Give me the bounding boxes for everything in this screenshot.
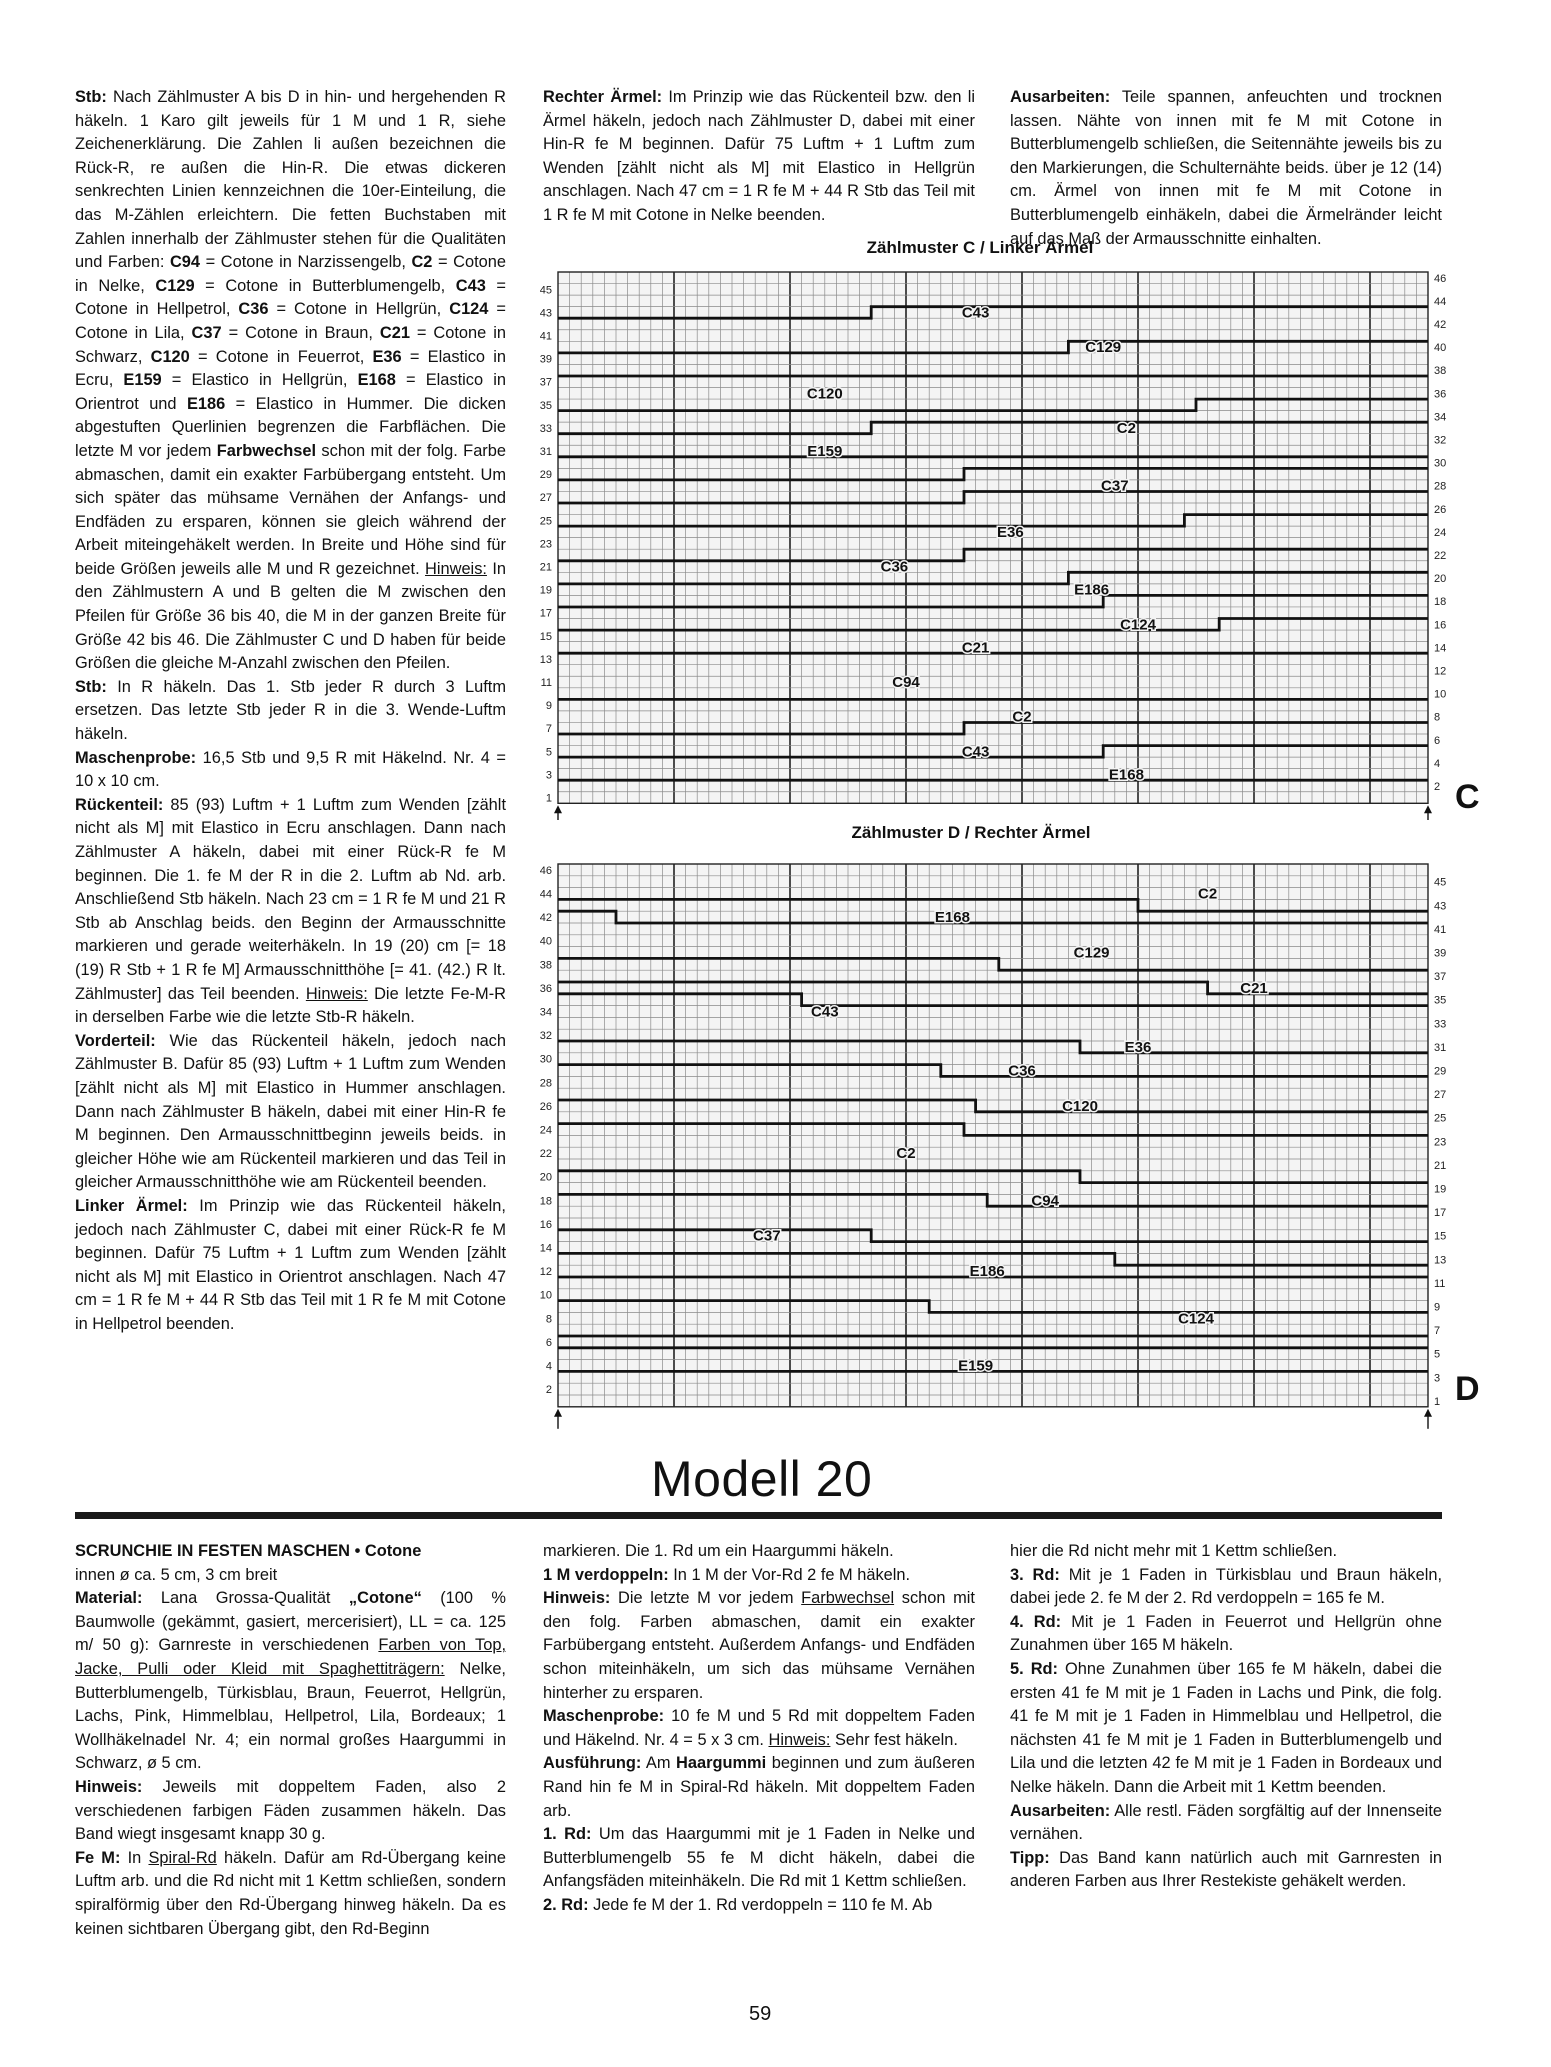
row-number-left: 1	[545, 792, 552, 805]
modell-title: Modell 20	[651, 1451, 873, 1507]
row-number-left: 28	[539, 1077, 552, 1090]
color-code-label: C36	[880, 558, 909, 576]
row-number-right: 27	[1434, 1089, 1447, 1102]
color-code-label: E159	[958, 1357, 994, 1375]
instructions-column-middle	[543, 86, 975, 228]
color-code-label: C94	[1031, 1192, 1059, 1210]
row-number-right: 35	[1434, 994, 1447, 1007]
row-number-right: 20	[1434, 573, 1447, 586]
row-number-right: 17	[1434, 1207, 1447, 1220]
row-number-right: 23	[1434, 1136, 1447, 1149]
row-number-right: 28	[1434, 480, 1447, 493]
color-code-label: C21	[1240, 979, 1268, 997]
paragraph: Rechter Ärmel: Im Prinzip wie das Rückenteil bzw. den li Ärmel häkeln, jedoch nach Zählmuster D, dabei mit einer Hin-R fe M beginnen. Dafür 75 Luftm + 1 Luftm zum Wenden [zählt nicht als M] mit Elastico in Hellgrün anschlagen. Nach 47 cm = 1 R fe M + 44 R Stb das Teil mit 1 R fe M mit Cotone in Nelke beenden.	[543, 88, 975, 224]
paragraph: Stb: In R häkeln. Das 1. Stb jeder R durch 3 Luftm ersetzen. Das letzte Stb jeder R in die 3. Wende-Luftm häkeln.	[75, 677, 506, 744]
color-code-label: C2	[896, 1145, 916, 1163]
paragraph: Material: Lana Grossa-Qualität „Cotone“ (100 % Baumwolle (gekämmt, gasiert, mercerisiert), LL = ca. 125 m/ 50 g): Garnreste in verschiedenen Farben von Top, Jacke, Pulli oder Kleid mit Spaghettiträgern: Nelke, Butterblumengelb, Türkisblau, Braun, Feuerrot, Hellgrün, Lachs, Pink, Himmelblau, Hellpetrol, Lila, Bordeaux; 1 Wollhäkelnadel Nr. 4; ein normal großes Haargummi in Schwarz, ø 5 cm.	[75, 1589, 506, 1773]
color-code-label: E186	[1074, 581, 1110, 599]
row-number-left: 6	[545, 1336, 552, 1349]
color-code-label: C2	[1198, 885, 1218, 903]
chart-c-letter: C	[1455, 778, 1480, 816]
row-number-left: 14	[539, 1242, 552, 1255]
row-number-left: 12	[539, 1266, 552, 1279]
row-number-right: 45	[1434, 876, 1447, 889]
row-number-right: 11	[1434, 1277, 1446, 1290]
row-number-left: 45	[539, 284, 552, 297]
row-number-left: 37	[539, 376, 552, 389]
row-number-left: 13	[539, 653, 552, 666]
row-number-right: 13	[1434, 1254, 1447, 1267]
paragraph: Linker Ärmel: Im Prinzip wie das Rückenteil häkeln, jedoch nach Zählmuster C, dabei mit einer Rück-R fe M beginnen. Dafür 75 Luftm + 1 Luftm zum Wenden [zählt nicht als M] mit Elastico in Orientrot anschlagen. Nach 47 cm = 1 R fe M + 44 R Stb das Teil mit 1 R fe M mit Cotone in Hellpetrol beenden.	[75, 1196, 506, 1333]
paragraph: markieren. Die 1. Rd um ein Haargummi häkeln.	[543, 1542, 894, 1560]
row-number-left: 38	[539, 959, 552, 972]
row-number-right: 44	[1434, 295, 1447, 308]
row-number-right: 40	[1434, 342, 1447, 355]
paragraph: Hinweis: Die letzte M vor jedem Farbwechsel schon mit den folg. Farben abmaschen, damit ein exakter Farbübergang entsteht. Außerdem Anfangs- und Endfäden schon miteinhäkeln, um sich das mühsame Vernähen hinterher zu ersparen.	[543, 1589, 975, 1702]
paragraph: Maschenprobe: 16,5 Stb und 9,5 R mit Häkelnd. Nr. 4 = 10 x 10 cm.	[75, 748, 506, 791]
row-number-right: 3	[1434, 1372, 1441, 1385]
color-code-label: C2	[1012, 708, 1032, 726]
scrunchie-column-right	[1010, 1540, 1442, 1894]
paragraph: Ausarbeiten: Teile spannen, anfeuchten und trocknen lassen. Nähte von innen mit fe M mit Cotone in Butterblumengelb schließen, die Seitennähte jeweils bis zu den Markierungen, die Schulternähte beids. über je 12 (14) cm. Ärmel von innen mit fe M mit Cotone in Butterblumengelb einhäkeln, dabei die Ärmelränder leicht auf das Maß der Armausschnitte einhalten.	[1010, 88, 1442, 248]
row-number-right: 30	[1434, 457, 1447, 470]
size-marker-arrowhead	[554, 1409, 562, 1417]
row-number-left: 16	[539, 1218, 552, 1231]
paragraph: 1. Rd: Um das Haargummi mit je 1 Faden in Nelke und Butterblumengelb 55 fe M dicht häkeln, dabei die Anfangsfäden miteinhäkeln. Die Rd mit 1 Kettm schließen.	[543, 1825, 975, 1891]
color-code-label: E159	[807, 443, 843, 461]
row-number-right: 14	[1434, 642, 1447, 655]
row-number-left: 39	[539, 353, 552, 366]
row-number-right: 25	[1434, 1112, 1447, 1125]
color-code-label: C124	[1120, 616, 1156, 634]
row-number-left: 18	[539, 1195, 552, 1208]
row-number-right: 43	[1434, 900, 1447, 913]
chart-d-letter: D	[1455, 1370, 1480, 1408]
row-number-left: 2	[545, 1384, 552, 1397]
row-number-left: 24	[539, 1124, 552, 1137]
size-marker-arrowhead	[554, 805, 562, 813]
size-marker-arrowhead	[1424, 805, 1432, 813]
row-number-right: 46	[1434, 272, 1447, 285]
paragraph: innen ø ca. 5 cm, 3 cm breit	[75, 1565, 278, 1584]
color-code-label: C124	[1178, 1310, 1214, 1328]
paragraph: Maschenprobe: 10 fe M und 5 Rd mit doppeltem Faden und Häkelnd. Nr. 4 = 5 x 3 cm. Hinweis: Sehr fest häkeln.	[543, 1707, 975, 1749]
scrunchie-column-left	[75, 1540, 506, 1941]
row-number-right: 34	[1434, 411, 1447, 424]
row-number-left: 44	[539, 888, 552, 901]
color-code-label: C37	[753, 1227, 781, 1245]
row-number-right: 22	[1434, 549, 1447, 562]
section-divider	[75, 1512, 1442, 1519]
row-number-left: 20	[539, 1171, 552, 1184]
page-number: 59	[749, 2003, 772, 2025]
row-number-left: 36	[539, 982, 552, 995]
color-code-label: C120	[1062, 1097, 1098, 1115]
row-number-right: 16	[1434, 619, 1447, 632]
row-number-right: 37	[1434, 971, 1447, 984]
row-number-left: 33	[539, 422, 552, 435]
instructions-column-right	[1010, 86, 1442, 251]
chart-c-title: Zählmuster C / Linker Ärmel	[866, 238, 1094, 257]
row-number-right: 19	[1434, 1183, 1447, 1196]
row-number-right: 10	[1434, 688, 1447, 701]
row-number-right: 1	[1434, 1395, 1441, 1408]
row-number-left: 22	[539, 1148, 552, 1161]
row-number-left: 32	[539, 1030, 552, 1043]
row-number-left: 42	[539, 912, 552, 925]
row-number-right: 42	[1434, 318, 1447, 331]
row-number-right: 12	[1434, 665, 1447, 678]
row-number-left: 31	[539, 446, 552, 459]
paragraph: Tipp: Das Band kann natürlich auch mit Garnresten in anderen Farben aus Ihrer Restekiste gehäkelt werden.	[1010, 1848, 1442, 1891]
color-code-label: C94	[892, 674, 920, 692]
row-number-left: 23	[539, 538, 552, 551]
color-code-label: C36	[1008, 1062, 1036, 1080]
row-number-left: 34	[539, 1006, 552, 1019]
paragraph: Stb: Nach Zählmuster A bis D in hin- und hergehenden R häkeln. 1 Karo gilt jeweils für 1 M und 1 R, siehe Zeichenerklärung. Die Zahlen li außen bezeichnen die Rück-R, re außen die Hin-R. Die etwas dickeren senkrechten Linien kennzeichnen die 10er-Einteilung, die das M-Zählen erleichtern. Die fetten Buchstaben mit Zahlen innerhalb der Zählmuster stehen für die Qualitäten und Farben: C94 = Cotone in Narzissengelb, C2 = Cotone in Nelke, C129 = Cotone in Butterblumengelb, C43 = Cotone in Hellpetrol, C36 = Cotone in Hellgrün, C124 = Cotone in Lila, C37 = Cotone in Braun, C21 = Cotone in Schwarz, C120 = Cotone in Feuerrot, E36 = Elastico in Ecru, E159 = Elastico in Hellgrün, E168 = Elastico in Orientrot und E186 = Elastico in Hummer. Die dicken abgestuften Querlinien begrenzen die Farbflächen. Die letzte M vor jedem Farbwechsel schon mit der folg. Farbe abmaschen, damit ein exakter Farbübergang entsteht. Um sich später das mühsame Vernähen der Anfangs- und Endfäden zu ersparen, können sie gleich während der Arbeit miteingehäkelt werden. In Breite und Höhe sind für beide Größen jeweils alle M und R gezeichnet. Hinweis: In den Zählmustern A und B gelten die M zwischen den Pfeilen für Größe 36 bis 40, die M in der ganzen Breite für Größe 42 bis 46. Die Zählmuster C und D haben für beide Größen die gleiche M-Anzahl zwischen den Pfeilen.	[75, 88, 507, 673]
row-number-right: 31	[1434, 1041, 1447, 1054]
paragraph: Ausführung: Am Haargummi beginnen und zum äußeren Rand hin fe M in Spiral-Rd häkeln. Mit doppeltem Faden arb.	[543, 1754, 976, 1820]
paragraph: 3. Rd: Mit je 1 Faden in Türkisblau und Braun häkeln, dabei jede 2. fe M der 2. Rd verdoppeln = 165 fe M.	[1010, 1565, 1442, 1608]
row-number-left: 35	[539, 399, 552, 412]
color-code-label: C37	[1101, 477, 1129, 495]
row-number-right: 15	[1434, 1230, 1447, 1243]
row-number-right: 38	[1434, 365, 1447, 378]
row-number-left: 7	[545, 723, 552, 736]
color-code-label: C43	[961, 304, 990, 322]
row-number-left: 27	[539, 492, 552, 505]
size-marker-arrowhead	[1424, 1409, 1432, 1417]
row-number-left: 9	[545, 700, 552, 713]
row-number-left: 40	[539, 935, 552, 948]
row-number-right: 4	[1434, 757, 1441, 770]
row-number-left: 8	[545, 1313, 552, 1326]
row-number-right: 18	[1434, 596, 1447, 609]
chart-d-title: Zählmuster D / Rechter Ärmel	[851, 823, 1091, 842]
row-number-right: 21	[1434, 1159, 1447, 1172]
chart-d-grid	[530, 858, 1460, 1441]
color-code-label: C129	[1085, 339, 1122, 357]
color-code-label: C120	[806, 385, 843, 403]
paragraph: Fe M: In Spiral-Rd häkeln. Dafür am Rd-Übergang keine Luftm arb. und die Rd nicht mit 1 Kettm schließen, sondern spiralförmig über den Rd-Übergang hinweg häkeln. Da es keinen sichtbaren Übergang gibt, den Rd-Beginn	[75, 1848, 507, 1938]
color-code-label: E168	[934, 909, 970, 927]
scrunchie-column-middle	[543, 1540, 975, 1918]
paragraph: Vorderteil: Wie das Rückenteil häkeln, jedoch nach Zählmuster B. Dafür 85 (93) Luftm + 1 Luftm zum Wenden [zählt nicht als M] mit Elastico in Hummer anschlagen. Dann nach Zählmuster B häkeln, dabei mit einer Hin-R fe M beginnen. Den Armausschnittbeginn jeweils beids. in gleicher Höhe wie am Rückenteil markieren und das Teil in gleicher Armausschnitthöhe wie am Rückenteil beenden.	[75, 1031, 506, 1192]
row-number-right: 41	[1434, 923, 1447, 936]
row-number-left: 5	[545, 746, 552, 759]
row-number-right: 39	[1434, 947, 1447, 960]
row-number-left: 46	[539, 864, 552, 877]
paragraph: Ausarbeiten: Alle restl. Fäden sorgfältig auf der Innenseite vernähen.	[1010, 1801, 1442, 1844]
row-number-left: 19	[539, 584, 552, 597]
row-number-left: 25	[539, 515, 552, 528]
row-number-right: 9	[1434, 1301, 1441, 1314]
row-number-left: 30	[539, 1053, 552, 1066]
color-code-label: C129	[1073, 944, 1110, 962]
row-number-right: 8	[1434, 711, 1441, 724]
row-number-right: 6	[1434, 734, 1441, 747]
color-code-label: E186	[969, 1263, 1005, 1281]
color-code-label: E168	[1108, 766, 1144, 784]
row-number-left: 4	[545, 1360, 552, 1373]
instructions-column-left	[75, 86, 506, 1336]
paragraph: Rückenteil: 85 (93) Luftm + 1 Luftm zum Wenden [zählt nicht als M] mit Elastico in Ecru anschlagen. Dann nach Zählmuster A häkeln, dabei mit einer Rück-R fe M beginnen. Die 1. fe M der R in die 2. Luftm ab Nd. arb. Anschließend Stb häkeln. Nach 23 cm = 1 R fe M und 21 R Stb ab Anschlag beids. den Beginn der Armausschnitte markieren und gerade weiterhäkeln. In 19 (20) cm [= 18 (19) R Stb + 1 R fe M] Armausschnitthöhe [= 41. (42.) R lt. Zählmuster] das Teil beenden. Hinweis: Die letzte Fe-M-R in derselben Farbe wie die letzte Stb-R häkeln.	[75, 795, 506, 1027]
row-number-left: 15	[539, 630, 552, 643]
color-code-label: C43	[811, 1003, 839, 1021]
paragraph: 5. Rd: Ohne Zunahmen über 165 fe M häkeln, dabei die ersten 41 fe M mit je 1 Faden in Lachs und Pink, die folg. 41 fe M mit je 1 Faden in Himmelblau und Hellpetrol, die nächsten 41 fe M mit je 1 Faden in Butterblumengelb und Lila und die letzten 42 fe M mit je 1 Faden in Bordeaux und Nelke häkeln. Dann die Arbeit mit 1 Kettm beenden.	[1010, 1659, 1443, 1796]
paragraph: 2. Rd: Jede fe M der 1. Rd verdoppeln = 110 fe M. Ab	[543, 1895, 933, 1914]
row-number-left: 3	[545, 769, 552, 782]
color-code-label: E36	[997, 523, 1024, 541]
row-number-left: 21	[539, 561, 552, 574]
row-number-right: 32	[1434, 434, 1447, 447]
row-number-left: 41	[539, 330, 552, 343]
row-number-right: 36	[1434, 388, 1447, 401]
row-number-left: 43	[539, 307, 552, 320]
color-code-label: C43	[961, 743, 990, 761]
row-number-left: 11	[540, 677, 552, 690]
row-number-left: 26	[539, 1100, 552, 1113]
paragraph: 1 M verdoppeln: In 1 M der Vor-Rd 2 fe M häkeln.	[543, 1565, 911, 1584]
row-number-left: 10	[539, 1289, 552, 1302]
color-code-label: E36	[1124, 1038, 1152, 1056]
paragraph: hier die Rd nicht mehr mit 1 Kettm schließen.	[1010, 1542, 1338, 1560]
color-code-label: C2	[1116, 419, 1136, 437]
row-number-right: 26	[1434, 503, 1447, 516]
row-number-right: 29	[1434, 1065, 1447, 1078]
chart-c-grid	[530, 270, 1460, 820]
row-number-left: 29	[539, 469, 552, 482]
row-number-right: 2	[1434, 780, 1441, 793]
color-code-label: C21	[961, 639, 990, 657]
row-number-right: 5	[1434, 1348, 1441, 1361]
row-number-right: 7	[1434, 1325, 1441, 1338]
paragraph: Hinweis: Jeweils mit doppeltem Faden, also 2 verschiedenen farbigen Fäden zusammen häkeln. Das Band wiegt insgesamt knapp 30 g.	[75, 1777, 506, 1844]
paragraph: 4. Rd: Mit je 1 Faden in Feuerrot und Hellgrün ohne Zunahmen über 165 M häkeln.	[1010, 1612, 1443, 1655]
row-number-right: 24	[1434, 526, 1447, 539]
row-number-left: 17	[539, 607, 552, 620]
row-number-right: 33	[1434, 1018, 1447, 1031]
paragraph: SCRUNCHIE IN FESTEN MASCHEN • Cotone	[75, 1542, 422, 1560]
